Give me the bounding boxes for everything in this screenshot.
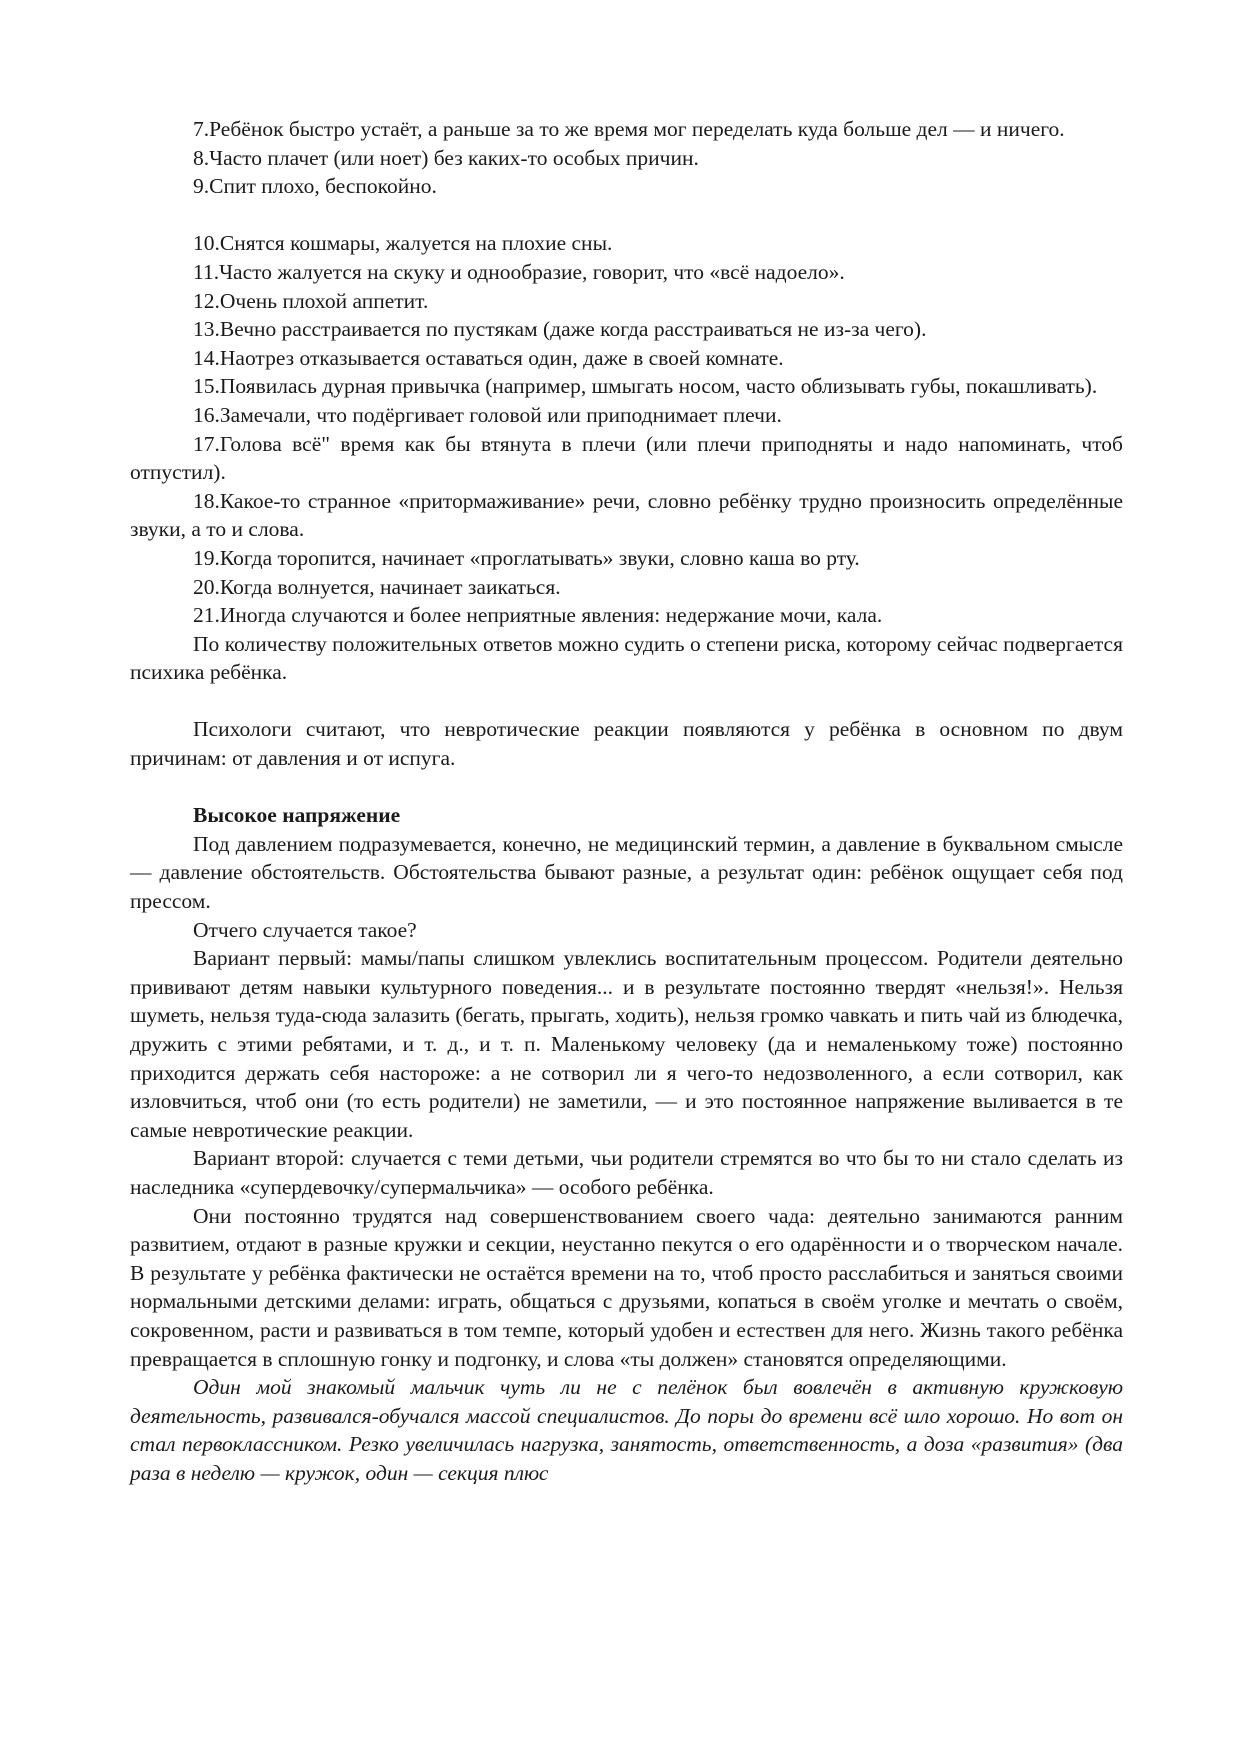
list-item: 8.Часто плачет (или ноет) без каких-то особых причин. bbox=[193, 145, 699, 170]
list-item: 16.Замечали, что подёргивает головой или приподнимает плечи. bbox=[193, 402, 782, 427]
causes-paragraph: Психологи считают, что невротические реакции появляются у ребёнка в основном по двум причинам: от давления и от испуга. bbox=[130, 717, 1123, 771]
list-item: 11.Часто жалуется на скуку и однообразие, говорит, что «всё надоело». bbox=[193, 259, 845, 284]
page-text bbox=[130, 115, 1123, 1488]
list-item: 18.Какое-то странное «притормаживание» речи, словно ребёнку трудно произносить определённые звуки, а то и слова. bbox=[130, 488, 1123, 542]
constant-effort-paragraph: Они постоянно трудятся над совершенствованием своего чада: деятельно занимаются ранним развитием, отдают в разные кружки и секции, неустанно пекутся о его одарённости и о творческом начале. В результате у ребёнка фактически не остаётся времени на то, чтоб просто расслабиться и заняться своими нормальными детскими делами: играть, общаться с друзьями, копаться в своём уголке и мечтать о своём, сокровенном, расти и развиваться в том темпе, который удобен и естествен для него. Жизнь такого ребёнка превращается в сплошную гонку и подгонку, и слова «ты должен» становятся определяющими. bbox=[130, 1203, 1123, 1371]
question-paragraph: Отчего случается такое? bbox=[193, 917, 417, 942]
list-item: 14.Наотрез отказывается оставаться один, даже в своей комнате. bbox=[193, 345, 784, 370]
list-item: 20.Когда волнуется, начинает заикаться. bbox=[193, 574, 561, 599]
paragraph-gap bbox=[130, 201, 1123, 230]
example-paragraph: Один мой знакомый мальчик чуть ли не с пелёнок был вовлечён в активную кружковую деятельность, развивался-обучался массой специалистов. До поры до времени всё шло хорошо. Но вот он стал первоклассником. Резко увеличилась нагрузка, занятость, ответственность, а доза «развития» (два раза в неделю — кружок, один — секция плюс bbox=[130, 1375, 1123, 1485]
paragraph-gap bbox=[130, 687, 1123, 716]
list-item: 15.Появилась дурная привычка (например, шмыгать носом, часто облизывать губы, покашливать). bbox=[193, 374, 1098, 399]
list-item: 12.Очень плохой аппетит. bbox=[193, 288, 429, 313]
variant-one-paragraph: Вариант первый: мамы/папы слишком увлеклись воспитательным процессом. Родители деятельно прививают детям навыки культурного поведения... и в результате постоянно твердят «нельзя!». Нельзя шуметь, нельзя туда-сюда залазить (бегать, прыгать, ходить), нельзя громко чавкать и пить чай из блюдечка, дружить с этими ребятами, и т. д., и т. п. Маленькому человеку (да и немаленькому тоже) постоянно приходится держать себя настороже: а не сотворил ли я чего-то недозволенного, а если сотворил, как изловчиться, чтоб они (то есть родители) не заметили, — и это постоянное напряжение выливается в те самые невротические реакции. bbox=[130, 946, 1123, 1142]
risk-paragraph: По количеству положительных ответов можно судить о степени риска, которому сейчас подвергается психика ребёнка. bbox=[130, 631, 1123, 685]
variant-two-paragraph: Вариант второй: случается с теми детьми, чьи родители стремятся во что бы то ни стало сделать из наследника «супердевочку/супермальчика» — особого ребёнка. bbox=[130, 1146, 1123, 1199]
pressure-paragraph: Под давлением подразумевается, конечно, не медицинский термин, а давление в буквальном смысле — давление обстоятельств. Обстоятельства бывают разные, а результат один: ребёнок ощущает себя под прессом. bbox=[130, 831, 1123, 914]
list-item: 13.Вечно расстраивается по пустякам (даже когда расстраиваться не из-за чего). bbox=[193, 317, 927, 342]
list-item: 21.Иногда случаются и более неприятные явления: недержание мочи, кала. bbox=[193, 603, 883, 628]
list-item: 17.Голова всё" время как бы втянута в плечи (или плечи приподняты и надо напоминать, чтоб отпустил). bbox=[130, 431, 1123, 485]
paragraph-gap bbox=[130, 773, 1123, 802]
list-item: 10.Снятся кошмары, жалуется на плохие сны. bbox=[193, 231, 613, 256]
list-item: 19.Когда торопится, начинает «проглатывать» звуки, словно каша во рту. bbox=[193, 545, 860, 570]
section-heading: Высокое напряжение bbox=[193, 803, 401, 828]
list-item: 7.Ребёнок быстро устаёт, а раньше за то же время мог переделать куда больше дел — и ничего. bbox=[193, 117, 1065, 141]
list-item: 9.Спит плохо, беспокойно. bbox=[193, 174, 437, 199]
